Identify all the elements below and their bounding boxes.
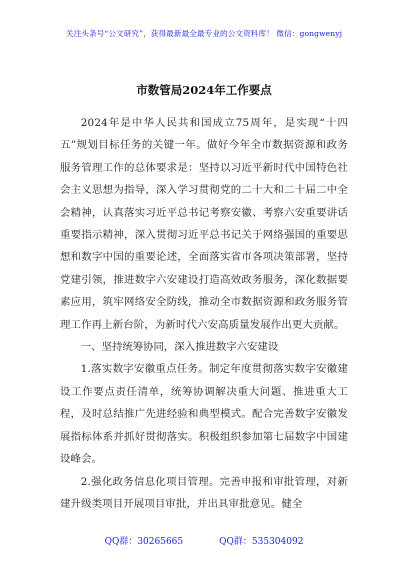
- footer-qq-group-2: QQ群：535304092: [219, 537, 304, 547]
- document-body: [60, 112, 348, 515]
- footer-contact: [0, 534, 408, 547]
- header-banner: 关注头条号“公文研究”，获得最新最全最专业的公文资料库！ 微信：gongwenyj: [65, 29, 343, 38]
- document-title: 市数管局2024年工作要点: [136, 83, 272, 97]
- intro-paragraph: 2024年是中华人民共和国成立75周年，是实现“十四五”规划目标任务的关键一年。做好今年全市数据资源和政务服务管理工作的总体要求是：坚持以习近平新时代中国特色社会主义思想为指导，深入学习贯彻党的二十大和二十届二中全会精神，认真落实习近平总书记考察安徽、考察六安重要讲话重要指示精神，深入贯彻习近平总书记关于网络强国的重要思想和数字中国的重要论述，全面落实省市各项决策部署，坚持党建引领，推进数字六安建设打造高效政务服务，深化数据要素应用，筑牢网络安全防线，推动全市数据资源和政务服务管理工作再上新台阶，为新时代六安高质量发展作出更大贡献。: [60, 117, 348, 331]
- footer-qq-group-1: QQ群：30265665: [104, 537, 184, 547]
- list-item-1: 1.落实数字安徽重点任务。制定年度贯彻落实数字安徽建设工作要点责任清单，统筹协调解决重大问题、推进重大工程，及时总结推广先进经验和典型模式。配合完善数字安徽发展指标体系并抓好贯彻落实。积极组织参加第七届数字中国建设峰会。: [60, 363, 348, 466]
- list-item-2: 2.强化政务信息化项目管理。完善申报和审批管理，对新建升级类项目开展项目审批，并出具审批意见。健全: [60, 475, 348, 510]
- section-heading: 一、坚持统筹协同，深入推进数字六安建设: [80, 341, 279, 354]
